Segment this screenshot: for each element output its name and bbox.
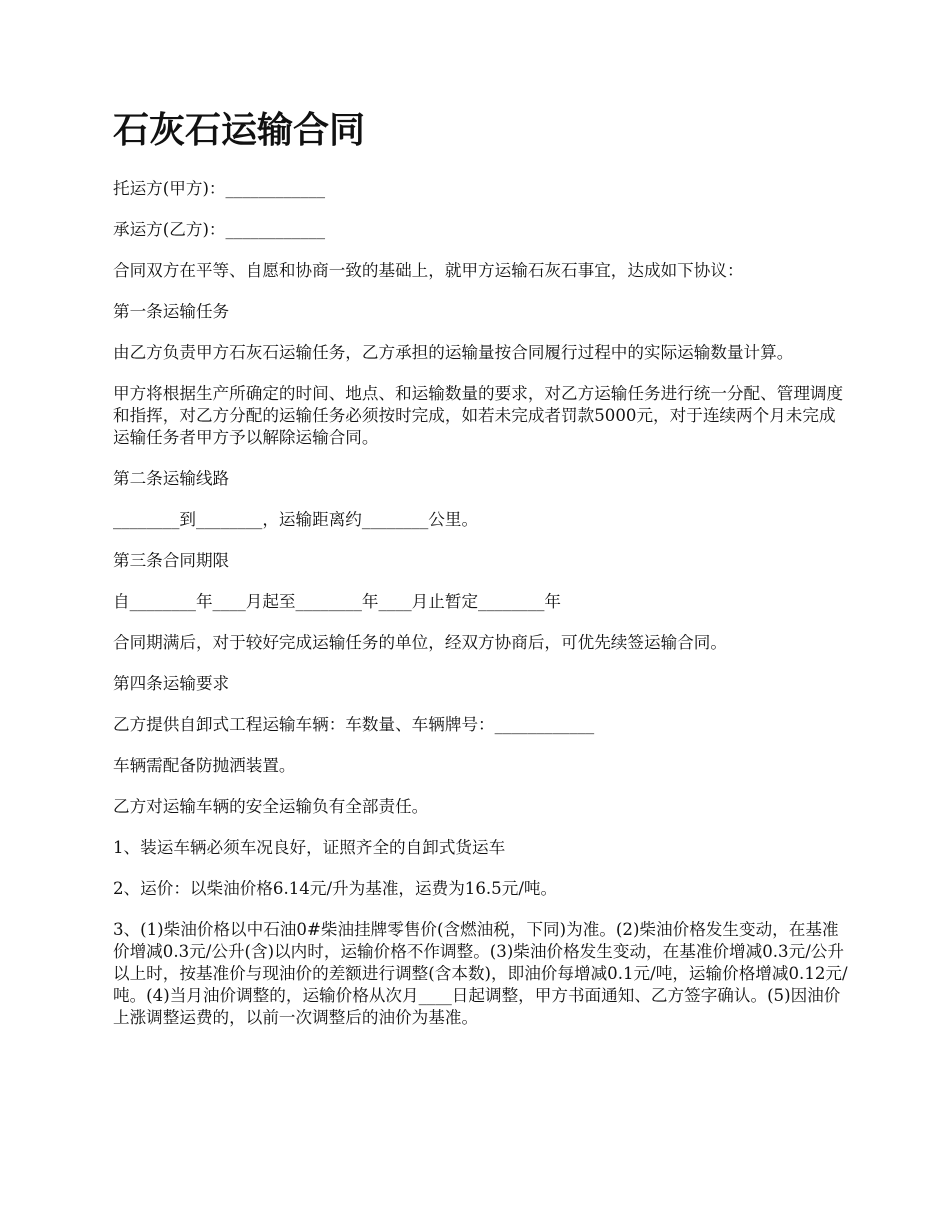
shipper-party-line: 托运方(甲方)：____________: [113, 179, 326, 198]
anti-spill-line: 车辆需配备防抛洒装置。: [113, 756, 296, 775]
article-1-heading: 第一条运输任务: [113, 302, 230, 321]
article-1-paragraph-2: 甲方将根据生产所确定的时间、地点、和运输数量的要求，对乙方运输任务进行统一分配、管理调度和指挥，对乙方分配的运输任务必须按时完成，如若未完成者罚款5000元，对于连续两个月未完成运输任务者甲方予以解除运输合同。: [113, 384, 844, 447]
carrier-party-line: 承运方(乙方)：____________: [113, 220, 326, 239]
requirement-2: 2、运价：以柴油价格6.14元/升为基准，运费为16.5元/吨。: [113, 879, 558, 898]
requirement-1: 1、装运车辆必须车况良好，证照齐全的自卸式货运车: [113, 838, 506, 857]
route-line: ________到________，运输距离约________公里。: [113, 510, 479, 529]
article-3-heading: 第三条合同期限: [113, 551, 230, 570]
renewal-paragraph: 合同期满后，对于较好完成运输任务的单位，经双方协商后，可优先续签运输合同。: [113, 633, 727, 652]
document-title: 石灰石运输合同: [113, 109, 366, 151]
article-2-heading: 第二条运输线路: [113, 469, 230, 488]
vehicle-line: 乙方提供自卸式工程运输车辆：车数量、车辆牌号：____________: [113, 715, 595, 734]
preamble-paragraph: 合同双方在平等、自愿和协商一致的基础上，就甲方运输石灰石事宜，达成如下协议：: [113, 261, 744, 280]
requirement-3: 3、(1)柴油价格以中石油0#柴油挂牌零售价(含燃油税，下同)为准。(2)柴油价格发生变动，在基准价增减0.3元/公升(含)以内时，运输价格不作调整。(3)柴油价格发生变动，在基准价增减0.3元/公升以上时，按基准价与现油价的差额进行调整(含本数)，即油价每增减0.1元/吨，运输价格增减0.12元/吨。(4)当月油价调整的，运输价格从次月____日起调整，甲方书面通知、乙方签字确认。(5)因油价上涨调整运费的，以前一次调整后的油价为基准。: [113, 920, 848, 1027]
article-1-paragraph-1: 由乙方负责甲方石灰石运输任务，乙方承担的运输量按合同履行过程中的实际运输数量计算。: [113, 343, 794, 362]
safety-responsibility-line: 乙方对运输车辆的安全运输负有全部责任。: [113, 797, 429, 816]
article-4-heading: 第四条运输要求: [113, 674, 230, 693]
term-line: 自________年____月起至________年____月止暂定________年: [113, 592, 562, 611]
